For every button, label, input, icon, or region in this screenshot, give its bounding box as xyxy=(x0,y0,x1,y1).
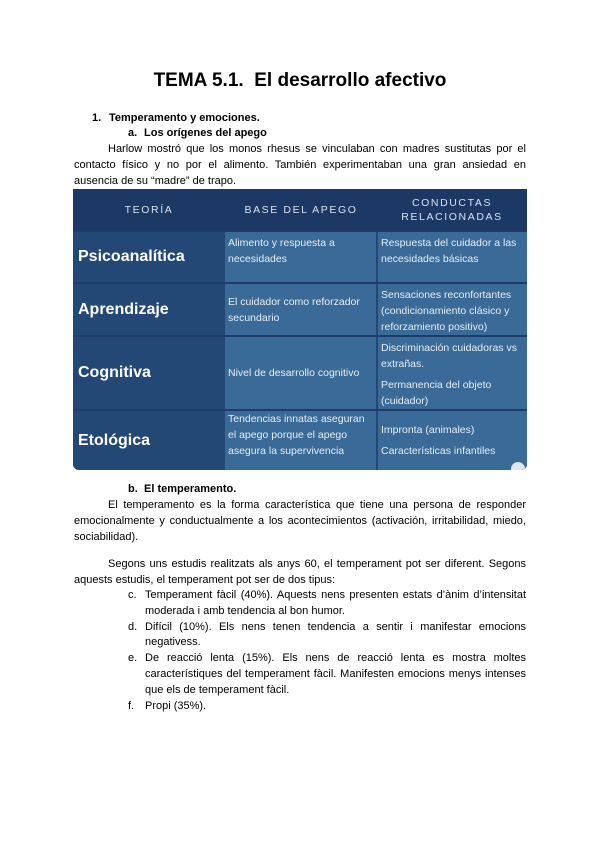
list-letter: e. xyxy=(128,652,138,665)
list-text: Difícil (10%). Els nens tenen tendencia a sentir i manifestar emocions negativess. xyxy=(145,620,526,649)
subsection-b-heading xyxy=(128,483,236,495)
theory-cell: Cognitiva xyxy=(78,364,151,381)
base-cell xyxy=(225,337,376,409)
list-item xyxy=(128,651,526,698)
table-row xyxy=(73,411,527,470)
theory-cell: Psicoanalítica xyxy=(78,248,185,265)
base-text: Nivel de desarrollo cognitivo xyxy=(228,367,360,379)
list-letter: c. xyxy=(128,589,137,601)
list-letter: d. xyxy=(128,620,138,633)
theory-cell: Aprendizaje xyxy=(78,300,169,318)
conduct-item: Discriminación cuidadoras vs extrañas. xyxy=(381,342,517,370)
base-text: El cuidador como reforzador secundario xyxy=(228,295,360,324)
subsection-a-number: a. xyxy=(128,127,138,139)
subsection-b-number: b. xyxy=(128,483,138,495)
table-row xyxy=(73,284,527,335)
section-number: 1. xyxy=(92,112,102,124)
conduct-item: Impronta (animales) xyxy=(381,424,475,436)
list-text: Propi (35%). xyxy=(145,699,207,712)
paragraph-harlow: Harlow mostró que los monos rhesus se vinculaban con madres sustitutas por el contacto físico y no por el alimento. También experimentaban una gran ansiedad en ausencia de su “madre” de trapo. xyxy=(74,143,526,187)
attachment-theories-table xyxy=(73,189,527,470)
conduct-item: Características infantiles xyxy=(381,445,496,457)
subsection-b-label: El temperamento. xyxy=(144,483,237,495)
section-label: Temperamento y emociones. xyxy=(109,112,260,124)
header-conductas-label: CONDUCTAS RELACIONADAS xyxy=(401,197,503,223)
base-cell xyxy=(225,284,376,335)
base-cell: Tendencias innatas aseguran el apego porque el apego asegura la supervivencia xyxy=(225,411,376,470)
conducts-cell xyxy=(378,337,527,409)
header-conductas xyxy=(377,189,527,231)
paragraph-temperament: El temperamento es la forma característica que tiene una persona de responder emocionalmente y conductualmente a los acontecimientos (activación, irritabilidad, miedo, sociabilidad). xyxy=(74,499,526,543)
temperament-types-list xyxy=(128,588,526,714)
subsection-a-heading xyxy=(128,127,267,139)
conducts-cell xyxy=(378,232,527,282)
conducts-cell xyxy=(378,411,527,470)
table-header xyxy=(73,189,527,231)
conduct-item: Permanencia del objeto (cuidador) xyxy=(381,379,492,407)
page-title: TEMA 5.1. El desarrollo afectivo xyxy=(153,70,447,91)
list-text: De reacció lenta (15%). Els nens de reacció lenta es mostra moltes característiques del temperament fàcil. Manifesten emocions menys intenses que els de temperament fàcil. xyxy=(145,652,526,696)
table-row xyxy=(73,337,527,409)
theory-cell: Etológica xyxy=(78,431,151,449)
paragraph-studies: Segons uns estudis realitzats als anys 60, el temperament pot ser diferent. Segons aquests estudis, el temperament pot ser de dos tipus: xyxy=(74,558,526,586)
base-cell: Alimento y respuesta a necesidades xyxy=(225,232,376,282)
list-letter: f. xyxy=(128,699,135,712)
list-item xyxy=(128,620,526,652)
table-row xyxy=(73,232,527,282)
header-teoria: TEORÍA xyxy=(124,204,174,216)
conduct-item: Respuesta del cuidador a las necesidades básicas xyxy=(381,237,517,265)
corner-decoration xyxy=(511,462,525,470)
conduct-item: Sensaciones reconfortantes (condicionamiento clásico y reforzamiento positivo) xyxy=(381,289,512,333)
conducts-cell xyxy=(378,284,527,335)
section-heading xyxy=(92,112,260,124)
subsection-a-label: Los orígenes del apego xyxy=(144,127,267,139)
list-item xyxy=(128,588,526,620)
list-text: Temperament fàcil (40%). Aquests nens presenten estats d’ànim d’intensitat moderada i amb tendencia al bon humor. xyxy=(145,589,526,617)
list-item xyxy=(128,699,526,715)
header-base: BASE DEL APEGO xyxy=(244,204,358,216)
